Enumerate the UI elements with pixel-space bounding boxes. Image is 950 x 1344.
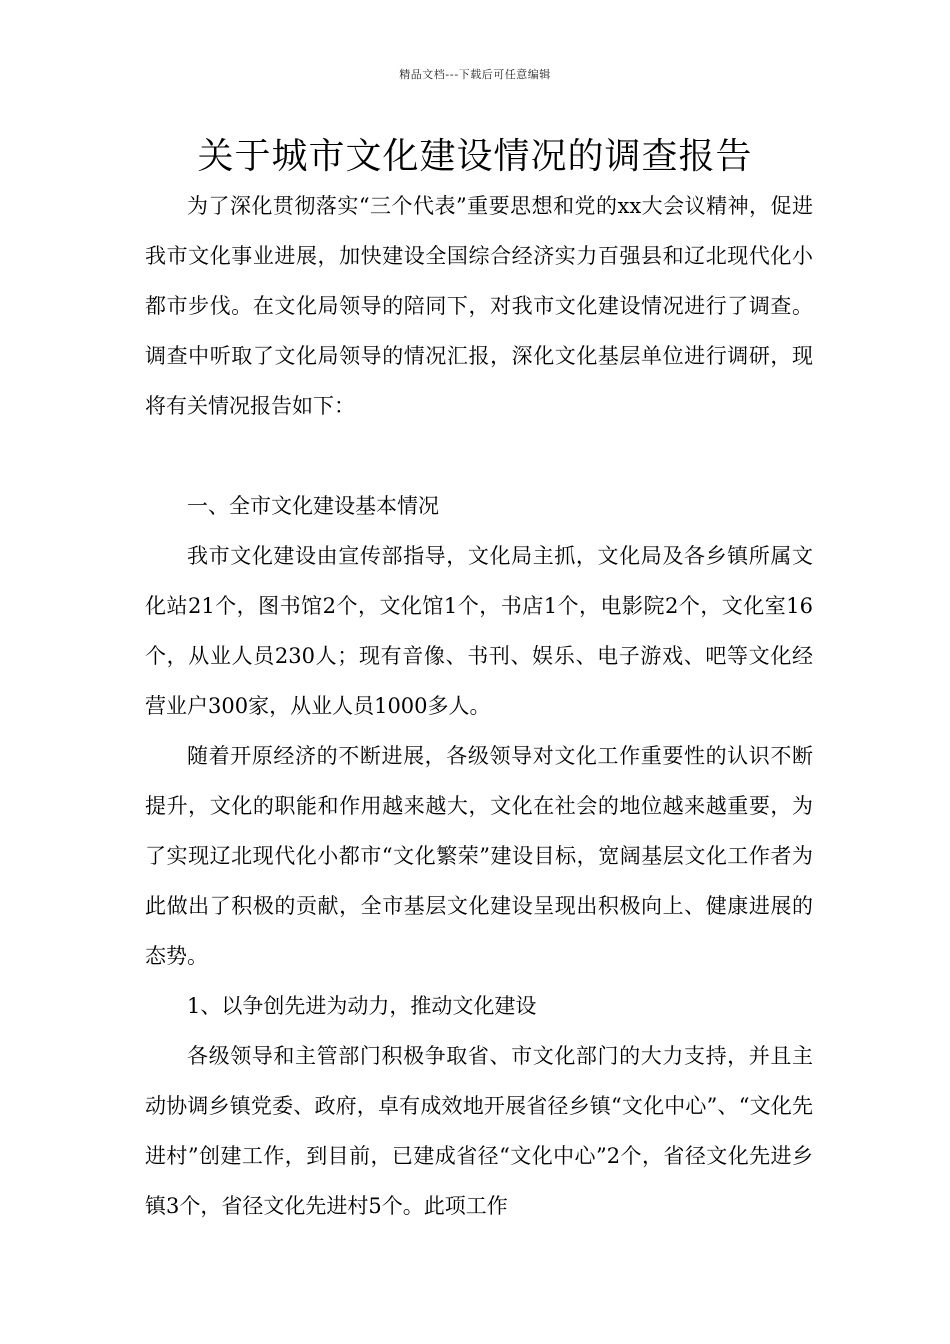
document-body — [145, 181, 813, 1231]
paragraph-overview: 我市文化建设由宣传部指导，文化局主抓，文化局及各乡镇所属文化站21个，图书馆2个，文化馆1个，书店1个，电影院2个，文化室16个，从业人员230人；现有音像、书刊、娱乐、电子游戏、吧等文化经营业户300家，从业人员1000多人。 — [145, 544, 813, 718]
document-title: 关于城市文化建设情况的调查报告 — [197, 136, 753, 177]
paragraph-advanced-creation: 各级领导和主管部门积极争取省、市文化部门的大力支持，并且主动协调乡镇党委、政府，卓有成效地开展省径乡镇“文化中心”、“文化先进村”创建工作，到目前，已建成省径“文化中心”2个，省径文化先进乡镇3个，省径文化先进村5个。此项工作 — [145, 1044, 813, 1218]
section-heading-1: 一、全市文化建设基本情况 — [187, 494, 439, 518]
header-note: 精品文档---下载后可任意编辑 — [399, 68, 551, 81]
subsection-heading-1: 1、以争创先进为动力，推动文化建设 — [187, 994, 537, 1018]
paragraph-development: 随着开原经济的不断进展，各级领导对文化工作重要性的认识不断提升，文化的职能和作用越来越大，文化在社会的地位越来越重要，为了实现辽北现代化小都市“文化繁荣”建设目标，宽阔基层文化工作者为此做出了积极的贡献，全市基层文化建设呈现出积极向上、健康进展的态势。 — [145, 744, 813, 968]
paragraph-intro: 为了深化贯彻落实“三个代表”重要思想和党的xx大会议精神，促进我市文化事业进展，加快建设全国综合经济实力百强县和辽北现代化小都市步伐。在文化局领导的陪同下，对我市文化建设情况进行了调查。调查中听取了文化局领导的情况汇报，深化文化基层单位进行调研，现将有关情况报告如下： — [145, 194, 813, 418]
paragraph-spacer — [145, 431, 813, 481]
